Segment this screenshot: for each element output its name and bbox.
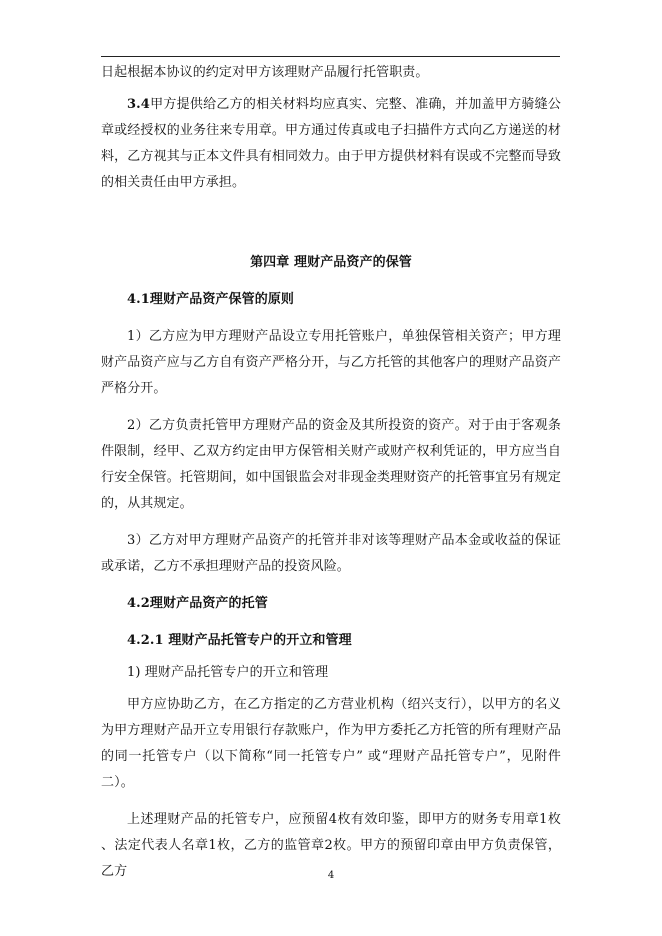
section-4-1-item-3: 3）乙方对甲方理财产品资产的托管并非对该等理财产品本金或收益的保证或承诺，乙方不承担理财产品的投资风险。 [101, 533, 561, 574]
clause-3-4-text: 甲方提供给乙方的相关材料均应真实、完整、准确，并加盖甲方骑缝公章或经授权的业务往来专用章。甲方通过传真或电子扫描件方式向乙方递送的材料，乙方视其与正本文件具有相同效力。由于甲方提供材料有误或不完整而导致的相关责任由甲方承担。 [101, 97, 561, 190]
section-4-1-heading: 4.1理财产品资产保管的原则 [127, 292, 295, 307]
chapter-title: 第四章 理财产品资产的保管 [250, 255, 412, 270]
header-rule [101, 56, 560, 57]
section-4-2-heading: 4.2理财产品资产的托管 [127, 596, 268, 611]
section-4-1-item-1: 1）乙方应为甲方理财产品设立专用托管账户，单独保管相关资产；甲方理财产品资产应与乙方自有资产严格分开，与乙方托管的其他客户的理财产品资产严格分开。 [101, 329, 561, 396]
section-4-1-item-2: 2）乙方负责托管甲方理财产品的资金及其所投资的资产。对于由于客观条件限制，经甲、乙双方约定由甲方保管相关财产或财产权利凭证的，甲方应当自行安全保管。托管期间，如中国银监会对非现金类理财资产的托管事宜另有规定的，从其规定。 [101, 418, 561, 511]
section-4-2-1-paragraph-2: 上述理财产品的托管专户，应预留4枚有效印鉴，即甲方的财务专用章1枚 、法定代表人名章1枚，乙方的监管章2枚。甲方的预留印章由甲方负责保管，乙方 [101, 812, 561, 879]
document-body [101, 60, 561, 885]
section-4-2-1-sub-item: 1) 理财产品托管专户的开立和管理 [127, 665, 329, 680]
clause-3-4 [101, 92, 561, 196]
clause-3-4-number: 3.4 [127, 97, 150, 112]
page-number: 4 [327, 870, 335, 881]
section-4-2-1-paragraph-1: 甲方应协助乙方，在乙方指定的乙方营业机构（绍兴支行），以甲方的名义为甲方理财产品开立专用银行存款账户，作为甲方委托乙方托管的所有理财产品的同一托管专户（以下简称“同一托管专户” 或“理财产品托管专户”，见附件二）。 [101, 697, 561, 790]
continued-line: 日起根据本协议的约定对甲方该理财产品履行托管职责。 [101, 65, 429, 80]
section-4-2-1-heading: 4.2.1 理财产品托管专户的开立和管理 [127, 633, 352, 648]
